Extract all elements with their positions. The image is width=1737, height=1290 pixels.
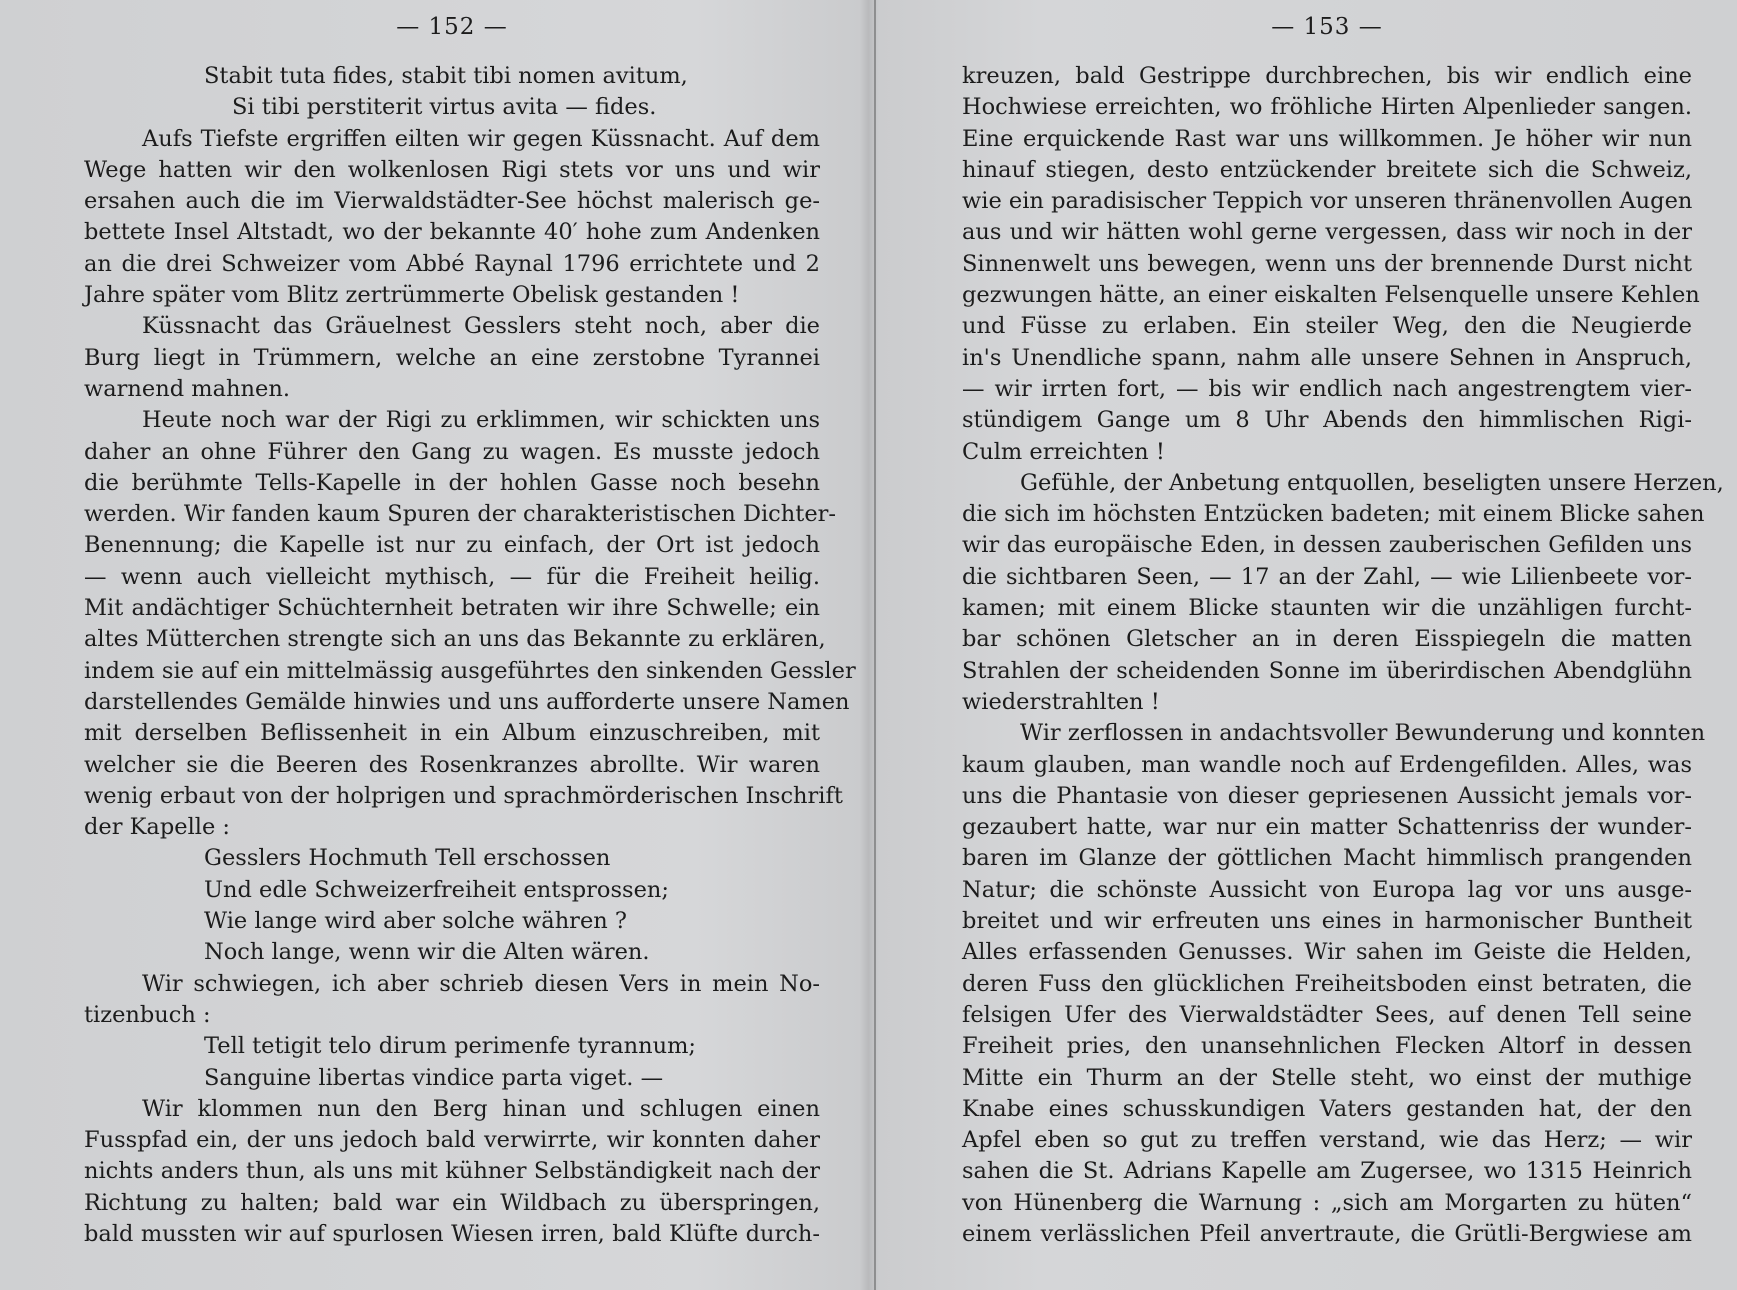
text-line: Apfel eben so gut zu treffen verstand, wie das Herz; — wir — [962, 1127, 1692, 1154]
text-line: Freiheit pries, den unansehnlichen Flecken Altorf in dessen — [962, 1033, 1692, 1060]
text-line: einem verlässlichen Pfeil anvertraute, die Grütli-Bergwiese am — [962, 1220, 1692, 1247]
text-line: warnend mahnen. — [84, 375, 290, 402]
text-line: Wir schwiegen, ich aber schrieb diesen Vers in mein No- — [142, 970, 820, 997]
text-line: die berühmte Tells-Kapelle in der hohlen Gasse noch besehn — [84, 469, 820, 496]
text-line: Küssnacht das Gräuelnest Gesslers steht noch, aber die — [142, 313, 820, 340]
text-line: ersahen auch die im Vierwaldstädter-See höchst malerisch ge- — [84, 188, 820, 215]
text-line: Noch lange, wenn wir die Alten wären. — [204, 939, 650, 966]
text-line: gezwungen hätte, an einer eiskalten Felsenquelle unsere Kehlen — [962, 282, 1700, 309]
text-line: wenig erbaut von der holprigen und sprachmörderischen Inschrift — [84, 782, 843, 809]
text-line: welcher sie die Beeren des Rosenkranzes abrollte. Wir waren — [84, 751, 820, 778]
text-line: Tell tetigit telo dirum perimenfe tyrannum; — [204, 1033, 697, 1060]
text-line: altes Mütterchen strengte sich an uns das Bekannte zu erklären, — [84, 626, 826, 653]
text-line: kamen; mit einem Blicke staunten wir die unzähligen furcht- — [962, 595, 1692, 622]
text-line: darstellendes Gemälde hinwies und uns aufforderte unsere Namen — [84, 688, 850, 715]
text-line: baren im Glanze der göttlichen Macht himmlisch prangenden — [962, 845, 1692, 872]
text-line: und Füsse zu erlaben. Ein steiler Weg, den die Neugierde — [962, 313, 1692, 340]
text-line: sahen die St. Adrians Kapelle am Zugersee, wo 1315 Heinrich — [962, 1158, 1692, 1185]
text-line: stündigem Gange um 8 Uhr Abends den himmlischen Rigi- — [962, 407, 1692, 434]
text-line: die sichtbaren Seen, — 17 an der Zahl, — wie Lilienbeete vor- — [962, 563, 1692, 590]
book-gutter — [874, 0, 876, 1290]
text-line: uns die Phantasie von dieser gepriesenen Aussicht jemals vor- — [962, 782, 1692, 809]
text-line: Heute noch war der Rigi zu erklimmen, wir schickten uns — [142, 407, 820, 434]
text-line: der Kapelle : — [84, 814, 231, 841]
text-line: Alles erfassenden Genusses. Wir sahen im Geiste die Helden, — [962, 939, 1692, 966]
left-page-text — [84, 61, 856, 1250]
text-line: tizenbuch : — [84, 1001, 211, 1028]
text-line: hinauf stiegen, desto entzückender breitete sich die Schweiz, — [962, 156, 1692, 183]
text-line: kaum glauben, man wandle noch auf Erdengefilden. Alles, was — [962, 751, 1692, 778]
text-line: Wege hatten wir den wolkenlosen Rigi stets vor uns und wir — [84, 156, 820, 183]
text-line: Mit andächtiger Schüchternheit betraten wir ihre Schwelle; ein — [84, 595, 820, 622]
text-line: von Hünenberg die Warnung : „sich am Morgarten zu hüten“ — [962, 1189, 1692, 1216]
page-number-left: — 152 — — [396, 14, 508, 40]
text-line: gezaubert hatte, war nur ein matter Schattenriss der wunder- — [962, 814, 1692, 841]
text-line: Hochwiese erreichten, wo fröhliche Hirten Alpenlieder sangen. — [962, 94, 1692, 121]
text-line: wie ein paradisischer Teppich vor unseren thränenvollen Augen — [962, 188, 1693, 215]
text-line: mit derselben Beflissenheit in ein Album einzuschreiben, mit — [84, 720, 820, 747]
text-line: Aufs Tiefste ergriffen eilten wir gegen Küssnacht. Auf dem — [142, 125, 820, 152]
text-line: Eine erquickende Rast war uns willkommen. Je höher wir nun — [962, 125, 1692, 152]
text-line: aus und wir hätten wohl gerne vergessen, dass wir noch in der — [962, 219, 1692, 246]
text-line: Sinnenwelt uns bewegen, wenn uns der brennende Durst nicht — [962, 250, 1692, 277]
text-line: bald mussten wir auf spurlosen Wiesen irren, bald Klüfte durch- — [84, 1220, 820, 1247]
text-line: deren Fuss den glücklichen Freiheitsboden einst betraten, die — [962, 970, 1692, 997]
text-line: die sich im höchsten Entzücken badeten; mit einem Blicke sahen — [962, 501, 1705, 528]
text-line: Mitte ein Thurm an der Stelle steht, wo einst der muthige — [962, 1064, 1692, 1091]
text-line: Gefühle, der Anbetung entquollen, beseligten unsere Herzen, — [1020, 469, 1724, 496]
text-line: Wir klommen nun den Berg hinan und schlugen einen — [142, 1095, 820, 1122]
text-line: Sanguine libertas vindice parta viget. — — [204, 1064, 664, 1091]
text-line: Wir zerflossen in andachtsvoller Bewunderung und konnten — [1020, 720, 1706, 747]
text-line: Fusspfad ein, der uns jedoch bald verwirrte, wir konnten daher — [84, 1127, 820, 1154]
text-line: wiederstrahlten ! — [962, 688, 1160, 715]
text-line: Wie lange wird aber solche währen ? — [204, 908, 627, 935]
text-line: Jahre später vom Blitz zertrümmerte Obelisk gestanden ! — [84, 282, 740, 309]
text-line: Und edle Schweizerfreiheit entsprossen; — [204, 876, 669, 903]
text-line: bar schönen Gletscher an in deren Eisspiegeln die matten — [962, 626, 1692, 653]
text-line: Knabe eines schusskundigen Vaters gestanden hat, der den — [962, 1095, 1692, 1122]
text-line: Gesslers Hochmuth Tell erschossen — [204, 845, 611, 872]
text-line: Si tibi perstiterit virtus avita — fides. — [232, 94, 657, 121]
text-line: in's Unendliche spann, nahm alle unsere Sehnen in Anspruch, — [962, 344, 1692, 371]
text-line: felsigen Ufer des Vierwaldstädter Sees, auf denen Tell seine — [962, 1001, 1692, 1028]
text-line: Culm erreichten ! — [962, 438, 1165, 465]
text-line: indem sie auf ein mittelmässig ausgeführtes den sinkenden Gessler — [84, 657, 856, 684]
right-page-text — [962, 61, 1724, 1250]
text-line: nichts anders thun, als uns mit kühner Selbständigkeit nach der — [84, 1158, 820, 1185]
text-line: daher an ohne Führer den Gang zu wagen. Es musste jedoch — [84, 438, 820, 465]
text-line: an die drei Schweizer vom Abbé Raynal 1796 errichtete und 2 — [84, 250, 820, 277]
text-line: wir das europäische Eden, in dessen zauberischen Gefilden uns — [962, 532, 1692, 559]
text-line: kreuzen, bald Gestrippe durchbrechen, bis wir endlich eine — [962, 63, 1692, 89]
text-line: — wenn auch vielleicht mythisch, — für die Freiheit heilig. — [84, 563, 820, 590]
page-number-right: — 153 — — [1271, 14, 1383, 40]
text-line: werden. Wir fanden kaum Spuren der charakteristischen Dichter- — [84, 501, 836, 528]
text-line: Natur; die schönste Aussicht von Europa lag vor uns ausge- — [962, 876, 1692, 903]
text-line: breitet und wir erfreuten uns eines in harmonischer Buntheit — [962, 908, 1692, 935]
text-line: Richtung zu halten; bald war ein Wildbach zu überspringen, — [84, 1189, 820, 1216]
text-line: — wir irrten fort, — bis wir endlich nach angestrengtem vier- — [962, 375, 1692, 402]
text-line: bettete Insel Altstadt, wo der bekannte 40′ hohe zum Andenken — [84, 219, 820, 246]
text-line: Strahlen der scheidenden Sonne im überirdischen Abendglühn — [962, 657, 1692, 684]
text-line: Benennung; die Kapelle ist nur zu einfach, der Ort ist jedoch — [84, 532, 820, 559]
text-line: Burg liegt in Trümmern, welche an eine zerstobne Tyrannei — [84, 344, 820, 371]
text-line: Stabit tuta fides, stabit tibi nomen avitum, — [204, 63, 688, 89]
